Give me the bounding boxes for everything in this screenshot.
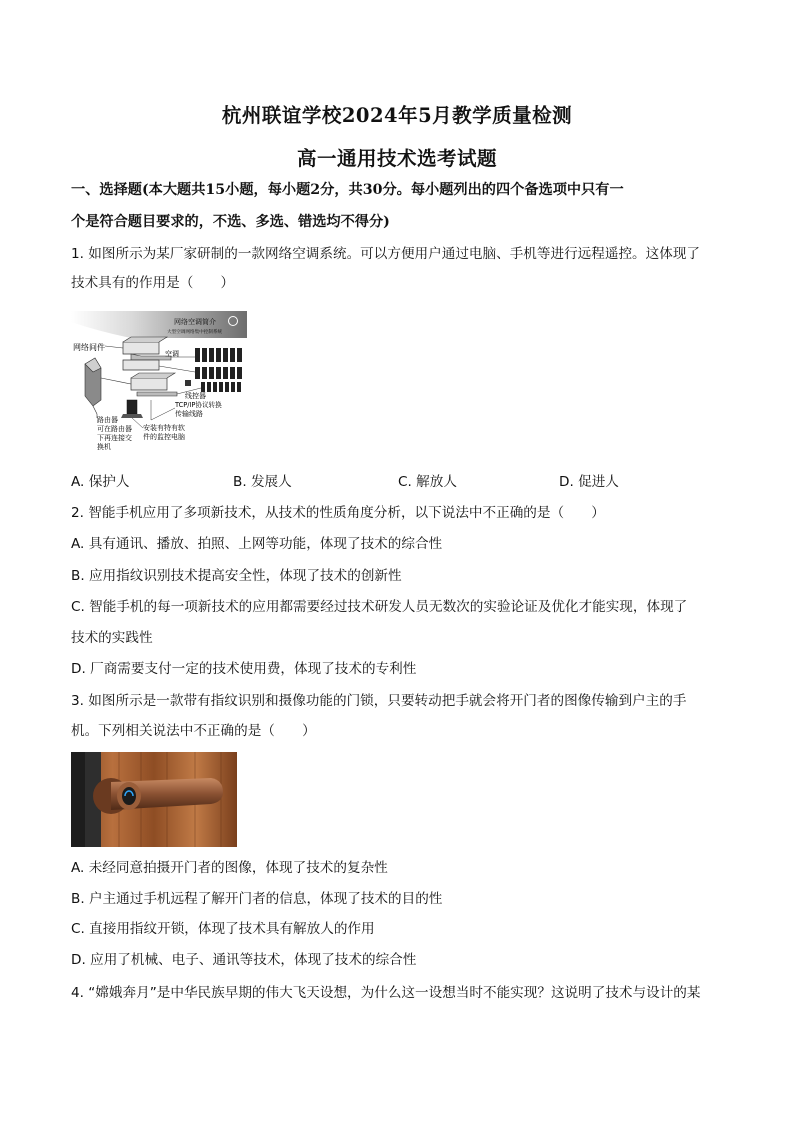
q1-option-a[interactable]: A. 保护人	[71, 474, 130, 490]
q3-stem-line2: 机。下列相关说法中不正确的是（ ）	[71, 723, 316, 739]
q2-option-b[interactable]: B. 应用指纹识别技术提高安全性，体现了技术的创新性	[71, 568, 402, 584]
label-air-conditioner: 空调	[165, 350, 179, 358]
label-router-1: 路由器	[97, 416, 118, 424]
q1-stem-line2: 技术具有的作用是（ ）	[71, 275, 235, 291]
label-transmission-line: 传输线路	[175, 410, 203, 418]
exam-title: 杭州联谊学校2024年5月教学质量检测	[221, 104, 573, 127]
q2-option-c-line1[interactable]: C. 智能手机的每一项新技术的应用都需要经过技术研发人员无数次的实验论证及优化才能实现，体现了	[71, 599, 688, 615]
q2-stem: 2. 智能手机应用了多项新技术，从技术的性质角度分析，以下说法中不正确的是（ ）	[71, 505, 605, 521]
q2-option-a[interactable]: A. 具有通讯、播放、拍照、上网等功能，体现了技术的综合性	[71, 536, 443, 552]
q3-option-a[interactable]: A. 未经同意拍摄开门者的图像，体现了技术的复杂性	[71, 860, 388, 876]
label-router-4: 换机	[97, 443, 111, 451]
q3-option-c[interactable]: C. 直接用指纹开锁，体现了技术具有解放人的作用	[71, 921, 375, 937]
diagram-title: 网络空调简介	[174, 318, 216, 326]
label-router-2: 可在路由器	[97, 425, 132, 433]
q2-option-c-line2[interactable]: 技术的实践性	[71, 630, 153, 646]
exam-subtitle: 高一通用技术选考试题	[296, 147, 497, 170]
label-pc-2: 件的监控电脑	[143, 433, 185, 441]
diagram-subtitle: 大型空调网络集中控制系统	[167, 330, 223, 335]
q4-stem-line1: 4. “嫦娥奔月”是中华民族早期的伟大飞天设想，为什么这一设想当时不能实现？这说明了技术与设计的某	[71, 985, 701, 1001]
q3-option-b[interactable]: B. 户主通过手机远程了解开门者的信息，体现了技术的目的性	[71, 891, 443, 907]
section-heading-line2: 个是符合题目要求的，不选、多选、错选均不得分)	[71, 214, 390, 230]
q1-option-c[interactable]: C. 解放人	[398, 474, 457, 490]
q2-option-d[interactable]: D. 厂商需要支付一定的技术使用费，体现了技术的专利性	[71, 661, 417, 677]
label-line-controller: 线控器	[185, 392, 206, 400]
label-pc-1: 安装有特有软	[143, 424, 185, 432]
label-router-3: 下再连接交	[97, 434, 132, 442]
network-ac-diagram	[71, 308, 247, 458]
q3-stem-line1: 3. 如图所示是一款带有指纹识别和摄像功能的门锁，只要转动把手就会将开门者的图像传输到户主的手	[71, 693, 687, 709]
section-heading-line1: 一、选择题(本大题共15小题，每小题2分，共30分。每小题列出的四个备选项中只有一	[71, 182, 624, 198]
q1-stem-line1: 1. 如图所示为某厂家研制的一款网络空调系统。可以方便用户通过电脑、手机等进行远程遥控。这体现了	[71, 246, 701, 262]
label-tcp-ip: TCP/IP协议转换	[175, 401, 222, 409]
label-network-middleware: 网络间件	[73, 343, 105, 352]
q1-option-b[interactable]: B. 发展人	[233, 474, 292, 490]
q1-option-d[interactable]: D. 促进人	[559, 474, 619, 490]
q3-option-d[interactable]: D. 应用了机械、电子、通讯等技术，体现了技术的综合性	[71, 952, 417, 968]
fingerprint-door-lock-photo	[71, 752, 237, 847]
